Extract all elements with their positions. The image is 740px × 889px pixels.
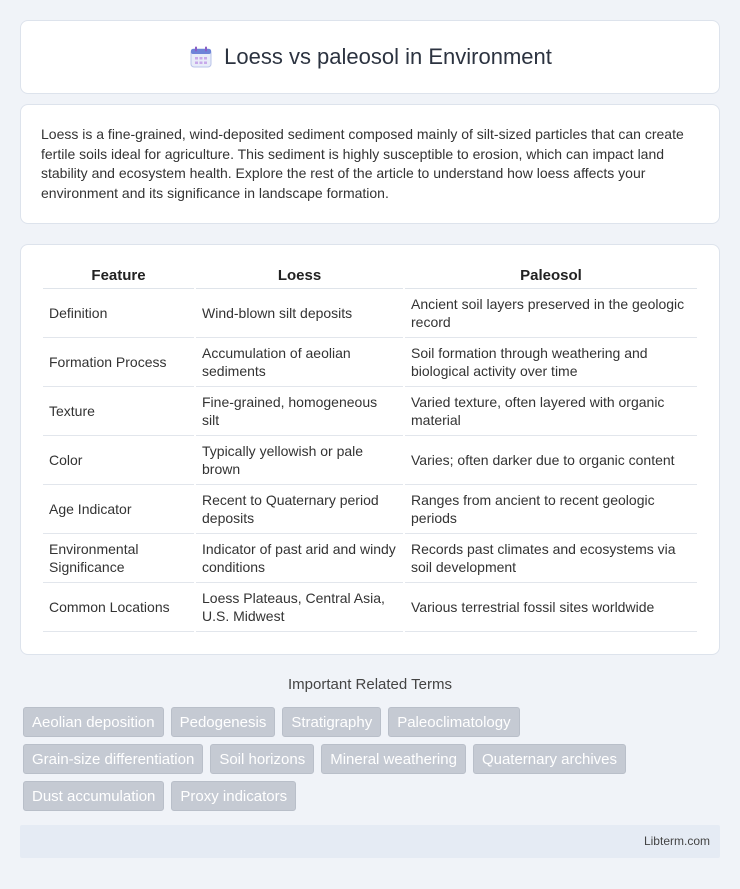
table-row: [43, 289, 697, 338]
table-row: [43, 583, 697, 632]
table-cell: Varies; often darker due to organic content: [405, 436, 697, 485]
column-header-loess: Loess: [196, 265, 403, 289]
header-card: [20, 20, 720, 94]
column-header-feature: Feature: [43, 265, 194, 289]
table-cell: Loess Plateaus, Central Asia, U.S. Midwest: [196, 583, 403, 632]
table-cell: Ancient soil layers preserved in the geologic record: [405, 289, 697, 338]
title-wrap: [188, 44, 552, 70]
table-row: [43, 338, 697, 387]
table-header-row: [43, 265, 697, 289]
tag-soil-horizons[interactable]: Soil horizons: [210, 744, 314, 774]
table-cell: Wind-blown silt deposits: [196, 289, 403, 338]
table-cell: Records past climates and ecosystems via soil development: [405, 534, 697, 583]
tag-paleoclimatology[interactable]: Paleoclimatology: [388, 707, 519, 737]
table-cell: Typically yellowish or pale brown: [196, 436, 403, 485]
table-cell: Indicator of past arid and windy conditions: [196, 534, 403, 583]
comparison-table-card: [20, 244, 720, 655]
related-tags: [23, 707, 703, 811]
tag-mineral-weathering[interactable]: Mineral weathering: [321, 744, 466, 774]
intro-text: Loess is a fine-grained, wind-deposited sediment composed mainly of silt-sized particles that can create fertile soils ideal for agriculture. This sediment is highly susceptible to erosion, which can impact land stability and ecosystem health. Explore the rest of the article to understand how loess affects your environment and its significance in landscape formation.: [41, 126, 684, 201]
calendar-icon: [188, 44, 214, 70]
tag-aeolian-deposition[interactable]: Aeolian deposition: [23, 707, 164, 737]
table-cell: Common Locations: [43, 583, 194, 632]
table-cell: Various terrestrial fossil sites worldwide: [405, 583, 697, 632]
table-cell: Fine-grained, homogeneous silt: [196, 387, 403, 436]
table-cell: Accumulation of aeolian sediments: [196, 338, 403, 387]
tag-pedogenesis[interactable]: Pedogenesis: [171, 707, 276, 737]
footer: [20, 825, 720, 858]
table-cell: Ranges from ancient to recent geologic periods: [405, 485, 697, 534]
table-row: [43, 387, 697, 436]
table-cell: Age Indicator: [43, 485, 194, 534]
comparison-table: [41, 265, 699, 632]
table-cell: Environmental Significance: [43, 534, 194, 583]
table-cell: Recent to Quaternary period deposits: [196, 485, 403, 534]
tag-quaternary-archives[interactable]: Quaternary archives: [473, 744, 626, 774]
footer-site-link[interactable]: Libterm.com: [643, 834, 710, 848]
table-cell: Varied texture, often layered with organic material: [405, 387, 697, 436]
table-cell: Definition: [43, 289, 194, 338]
table-cell: Color: [43, 436, 194, 485]
table-row: [43, 436, 697, 485]
intro-card: [20, 104, 720, 224]
table-cell: Texture: [43, 387, 194, 436]
table-row: [43, 485, 697, 534]
tag-grain-size-differentiation[interactable]: Grain-size differentiation: [23, 744, 203, 774]
table-cell: Formation Process: [43, 338, 194, 387]
related-terms-title: Important Related Terms: [288, 676, 452, 693]
tag-dust-accumulation[interactable]: Dust accumulation: [23, 781, 164, 811]
column-header-paleosol: Paleosol: [405, 265, 697, 289]
page-title: Loess vs paleosol in Environment: [224, 44, 552, 69]
tag-proxy-indicators[interactable]: Proxy indicators: [171, 781, 296, 811]
table-row: [43, 534, 697, 583]
tag-stratigraphy[interactable]: Stratigraphy: [282, 707, 381, 737]
table-cell: Soil formation through weathering and biological activity over time: [405, 338, 697, 387]
